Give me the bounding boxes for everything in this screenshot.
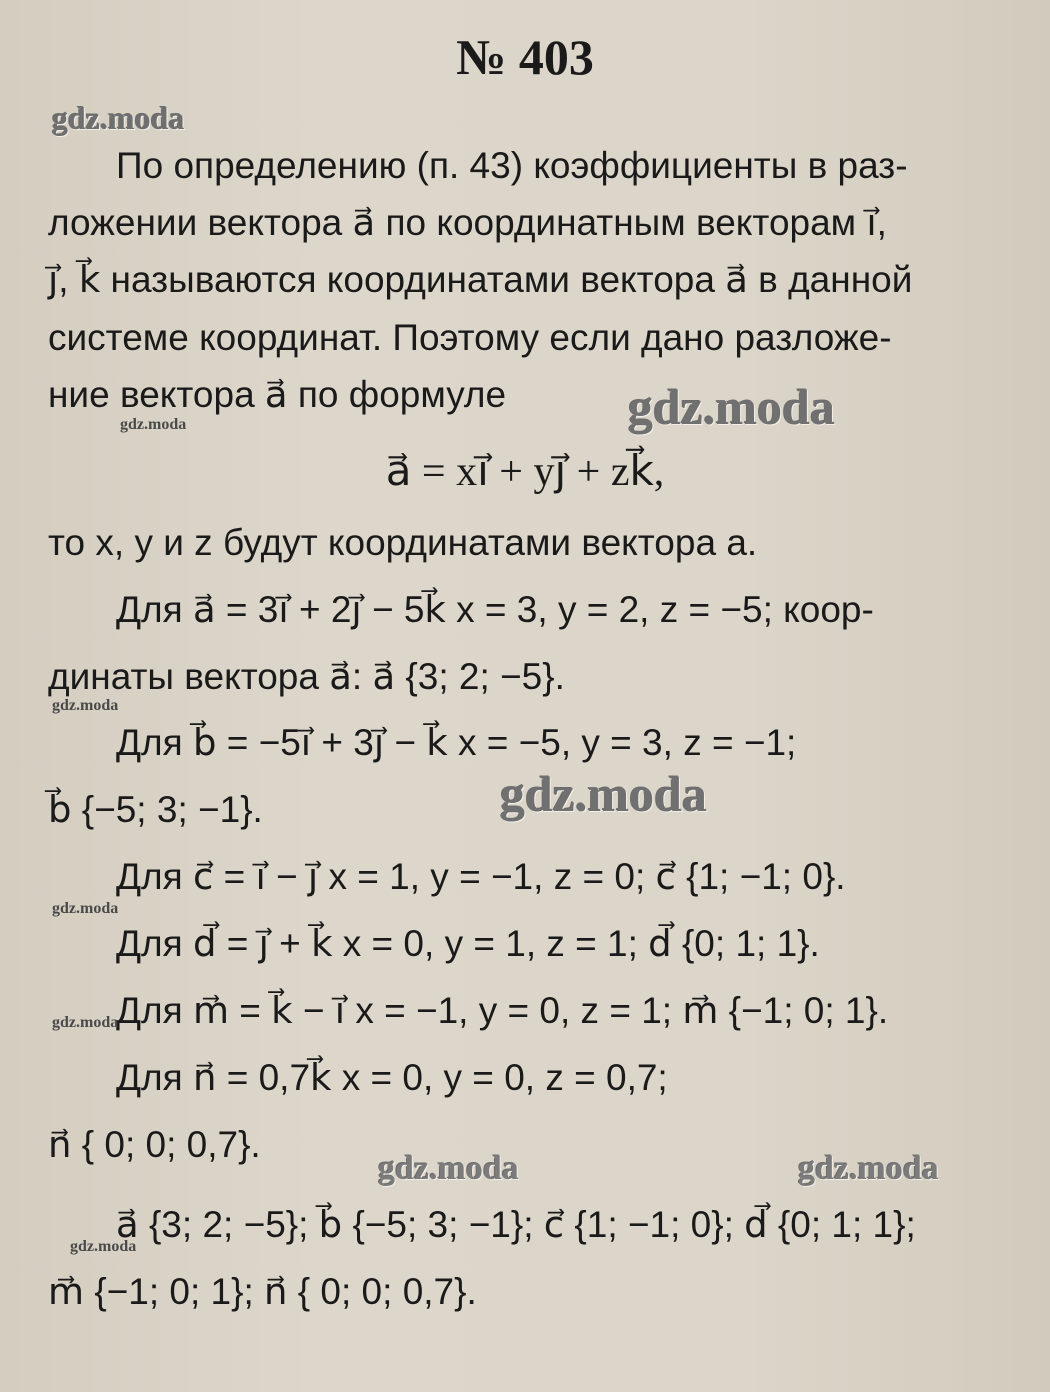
watermark: gdz.moda [52,697,119,714]
text-line: Для m⃗ = k⃗ − i⃗ x = −1, y = 0, z = 1; m⃗ {−1; 0; 1}. [116,990,889,1031]
text-line: Для d⃗ = j⃗ + k⃗ x = 0, y = 1, z = 1; d⃗ {0; 1; 1}. [116,923,820,964]
text-line: Для n⃗ = 0,7k⃗ x = 0, y = 0, z = 0,7; [116,1057,668,1098]
text-line: то x, y и z будут координатами вектора a. [48,522,758,563]
text-line: Для a⃗ = 3i⃗ + 2j⃗ − 5k⃗ x = 3, y = 2, z = −5; коор- [116,589,874,630]
watermark: gdz.moda [52,100,185,136]
text-line: a⃗ {3; 2; −5}; b⃗ {−5; 3; −1}; c⃗ {1; −1; 0}; d⃗ {0; 1; 1}; [116,1204,916,1245]
watermark: gdz.moda [798,1150,939,1187]
watermark: gdz.moda [500,766,707,822]
text-line: m⃗ {−1; 0; 1}; n⃗ { 0; 0; 0,7}. [48,1271,477,1312]
text-line: Для b⃗ = −5i⃗ + 3j⃗ − k⃗ x = −5, y = 3, z = −1; [116,722,797,763]
text-line: b⃗ {−5; 3; −1}. [48,789,263,830]
text-line: n⃗ { 0; 0; 0,7}. [48,1124,261,1165]
text-line: системе координат. Поэтому если дано разложе- [48,317,892,358]
text-line: ние вектора a⃗ по формуле [48,374,507,415]
problem-title: № 403 [456,29,594,85]
watermark: gdz.moda [52,1014,119,1031]
watermark: gdz.moda [378,1150,519,1187]
watermark: gdz.moda [120,416,187,433]
text-line: ложении вектора a⃗ по координатным векторам i⃗, [48,202,887,243]
watermark: gdz.moda [628,379,835,435]
text-line: динаты вектора a⃗: a⃗ {3; 2; −5}. [48,656,565,697]
watermark: gdz.moda [52,900,119,917]
text-line: По определению (п. 43) коэффициенты в раз- [116,145,908,186]
formula: a⃗ = xi⃗ + yj⃗ + zk⃗, [385,449,665,495]
text-line: Для c⃗ = i⃗ − j⃗ x = 1, y = −1, z = 0; c⃗ {1; −1; 0}. [116,856,846,897]
text-line: j⃗, k⃗ называются координатами вектора a⃗ в данной [48,259,913,300]
watermark: gdz.moda [70,1238,137,1255]
